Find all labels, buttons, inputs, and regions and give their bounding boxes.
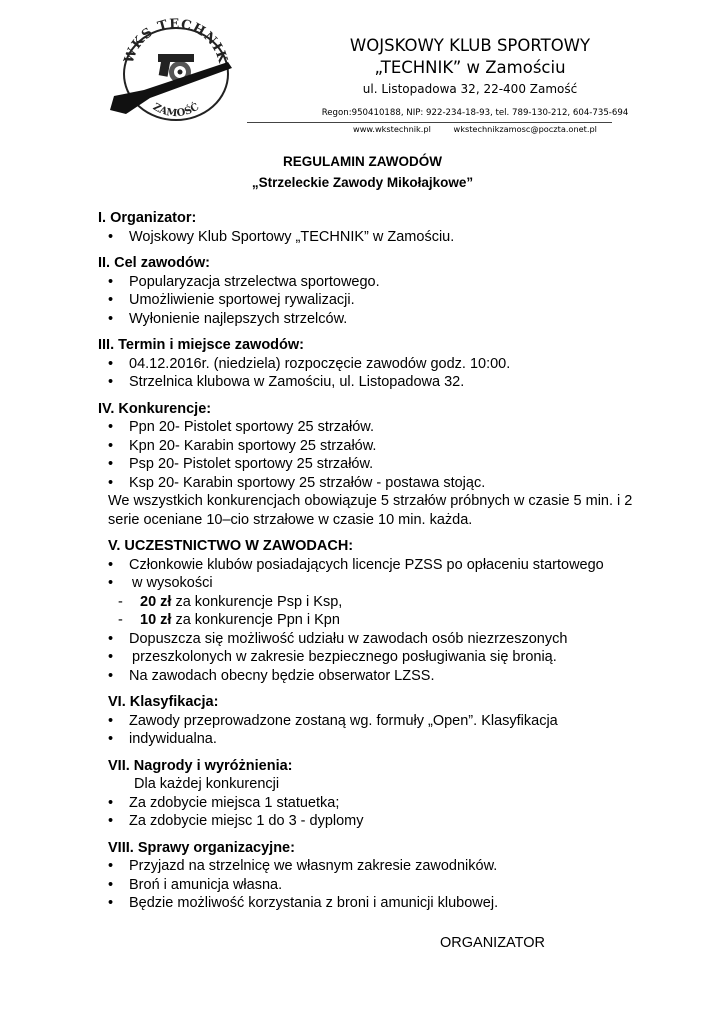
list-item: • Zawody przeprowadzone zostaną wg. formuły „Open”. Klasyfikacja [98, 712, 688, 731]
section-title: VII. Nagrody i wyróżnienia: [108, 757, 293, 774]
regulations-body [98, 209, 688, 913]
section-title: II. Cel zawodów: [98, 255, 210, 271]
list-item: • 04.12.2016r. (niedziela) rozpoczęcie zawodów godz. 10:00. [98, 355, 688, 374]
list-item: • Przyjazd na strzelnicę we własnym zakresie zawodników. [98, 857, 688, 876]
header-divider [247, 122, 612, 123]
fee-item [98, 611, 688, 630]
list-item: • Za zdobycie miejsc 1 do 3 - dyplomy [98, 812, 688, 831]
fee-text: za konkurencje Psp i Ksp, [171, 593, 343, 610]
list-item: • Za zdobycie miejsca 1 statuetka; [98, 794, 688, 813]
contact-line [250, 124, 700, 134]
website-link[interactable]: www.wkstechnik.pl [353, 124, 431, 134]
list-item: • Na zawodach obecny będzie obserwator LZSS. [98, 667, 688, 686]
logo-top-text: WKS TECHNIK [121, 16, 231, 66]
fee-amount: 20 zł [140, 593, 172, 610]
competition-note: serie oceniane 10–cio strzałowe w czasie 10 min. każda. [108, 511, 473, 528]
list-item: • Będzie możliwość korzystania z broni i amunicji klubowej. [98, 894, 688, 913]
list-item-continuation: • przeszkolonych w zakresie bezpiecznego posługiwania się bronią. [98, 648, 688, 667]
list-item: • Ksp 20- Karabin sportowy 25 strzałów - postawa stojąc. [98, 474, 688, 493]
club-city: „TECHNIK” w Zamościu [374, 58, 566, 77]
club-address: ul. Listopadowa 32, 22-400 Zamość [362, 82, 578, 96]
list-item: • Ppn 20- Pistolet sportowy 25 strzałów. [98, 418, 688, 437]
list-item: • Psp 20- Pistolet sportowy 25 strzałów. [98, 455, 688, 474]
organizer-signature: ORGANIZATOR [440, 935, 545, 951]
section-title: VI. Klasyfikacja: [108, 694, 219, 710]
awards-intro: Dla każdej konkurencji [134, 776, 280, 792]
list-item-continuation: • w wysokości [98, 574, 688, 593]
fee-text: za konkurencje Ppn i Kpn [171, 612, 340, 628]
section-title: VIII. Sprawy organizacyjne: [108, 839, 295, 856]
document-subtitle: „Strzeleckie Zawody Mikołajkowe” [251, 175, 474, 190]
list-item: • Członkowie klubów posiadających licencje PZSS po opłaceniu startowego [98, 556, 688, 575]
document-title: REGULAMIN ZAWODÓW [283, 154, 442, 169]
section-title: V. UCZESTNICTWO W ZAWODACH: [108, 538, 354, 554]
list-item: • Popularyzacja strzelectwa sportowego. [98, 273, 688, 292]
fee-item [98, 593, 688, 612]
section-title: IV. Konkurencje: [98, 400, 212, 417]
list-item: • Strzelnica klubowa w Zamościu, ul. Listopadowa 32. [98, 373, 688, 392]
list-item: • Wyłonienie najlepszych strzelców. [98, 310, 688, 329]
section-title: III. Termin i miejsce zawodów: [98, 337, 305, 353]
email-link[interactable]: wkstechnikzamosc@poczta.onet.pl [453, 124, 597, 134]
list-item-continuation: • indywidualna. [98, 730, 688, 749]
section-title: I. Organizator: [98, 210, 197, 226]
fee-amount: 10 zł [140, 612, 172, 628]
list-item: • Dopuszcza się możliwość udziału w zawodach osób niezrzeszonych [98, 630, 688, 649]
competition-note: We wszystkich konkurencjach obowiązuje 5 strzałów próbnych w czasie 5 min. i 2 [108, 493, 633, 509]
logo-bottom-text: ZAMOŚĆ [150, 101, 202, 120]
club-logo [104, 10, 244, 125]
regon-line: Regon:950410188, NIP: 922-234-18-93, tel. 789-130-212, 604-735-694 [321, 108, 629, 118]
list-item: • Umożliwienie sportowej rywalizacji. [98, 291, 688, 310]
club-name: WOJSKOWY KLUB SPORTOWY [349, 36, 591, 55]
list-item: • Wojskowy Klub Sportowy „TECHNIK” w Zamościu. [98, 228, 688, 247]
list-item: • Broń i amunicja własna. [98, 876, 688, 895]
list-item: • Kpn 20- Karabin sportowy 25 strzałów. [98, 437, 688, 456]
